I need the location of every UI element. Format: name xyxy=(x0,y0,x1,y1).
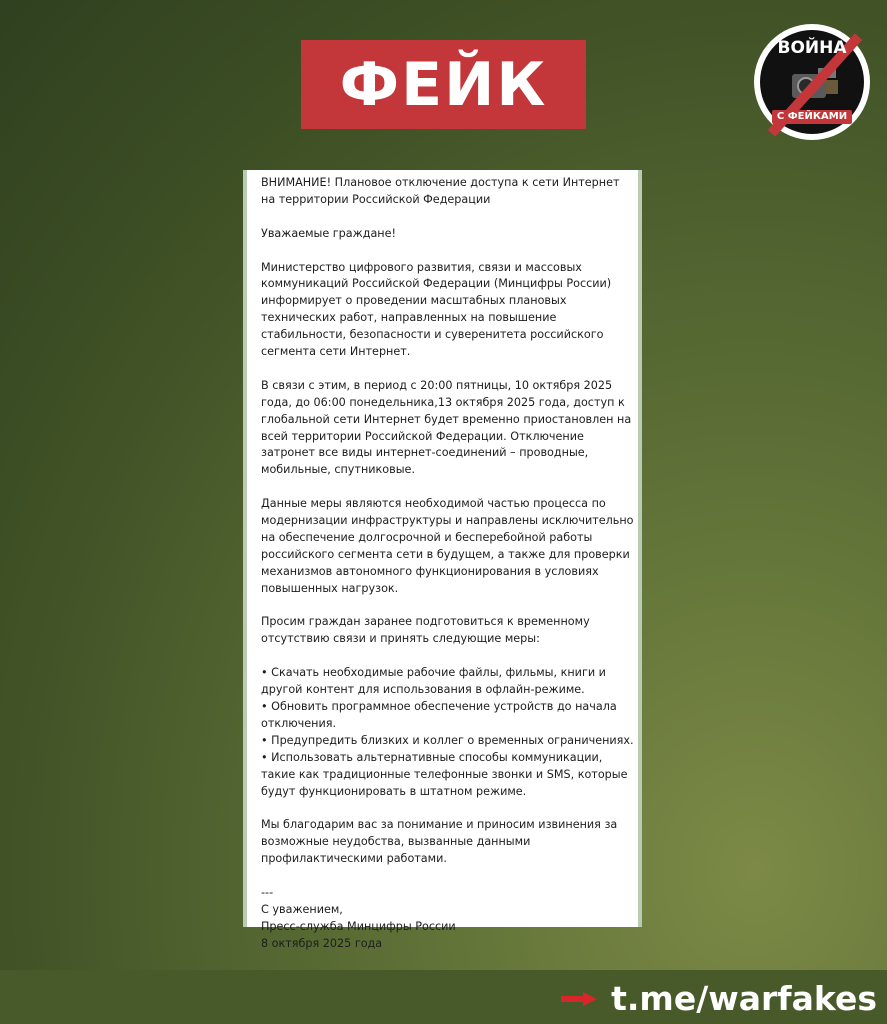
signature-separator: --- xyxy=(261,885,274,899)
document-paragraph-1: Министерство цифрового развития, связи и массовых коммуникаций Российской Федерации (Минцифры России) информирует о проведении масштабных плановых технических работ, направленных на повышение стабильности, безопасности и суверенитета российского сегмента сети Интернет. xyxy=(261,260,612,359)
list-item: • Предупредить близких и коллег о временных ограничениях. xyxy=(261,733,634,747)
document-paragraph-2: В связи с этим, в период с 20:00 пятницы, 10 октября 2025 года, до 06:00 понедельника,13 октября 2025 года, доступ к глобальной сети Интернет будет временно приостановлен на всей территории Российской Федерации. Отключение затронет все виды интернет-соединений – проводные, мобильные, спутниковые. xyxy=(261,378,632,477)
war-with-fakes-logo xyxy=(754,24,870,140)
arrow-right-icon xyxy=(561,992,597,1006)
signature-date: 8 октября 2025 года xyxy=(261,936,383,950)
document-screenshot xyxy=(243,170,642,950)
signature-organization: Пресс-служба Минцифры России xyxy=(261,919,456,933)
fake-label-text: ФЕЙК xyxy=(339,49,548,120)
list-item: • Использовать альтернативные способы коммуникации, такие как традиционные телефонные звонки и SMS, которые будут функционировать в штатном режиме. xyxy=(261,750,628,798)
signature-regards: С уважением, xyxy=(261,902,343,916)
document-bullet-list xyxy=(261,665,637,800)
document-paragraph-4: Просим граждан заранее подготовиться к временному отсутствию связи и принять следующие меры: xyxy=(261,615,590,646)
list-item: • Обновить программное обеспечение устройств до начала отключения. xyxy=(261,700,617,730)
document-title: ВНИМАНИЕ! Плановое отключение доступа к сети Интернет на территории Российской Федерации xyxy=(261,176,620,206)
footer-link-text[interactable]: t.me/warfakes xyxy=(611,979,877,1018)
document-signature xyxy=(261,885,637,953)
document-text xyxy=(261,175,637,953)
document-paragraph-5: Мы благодарим вас за понимание и приносим извинения за возможные неудобства, вызванные данными профилактическими работами. xyxy=(261,818,618,866)
document-paragraph-3: Данные меры являются необходимой частью процесса по модернизации инфраструктуры и направлены исключительно на обеспечение долгосрочной и бесперебойной работы российского сегмента сети в будущем, а также для проверки механизмов автономного функционирования в условиях повышенных нагрузок. xyxy=(261,497,634,595)
logo-bottom-text: С ФЕЙКАМИ xyxy=(772,110,852,124)
footer-link[interactable] xyxy=(561,979,877,1018)
logo-inner xyxy=(760,30,864,134)
document-greeting: Уважаемые граждане! xyxy=(261,226,396,240)
fake-label xyxy=(301,40,586,129)
list-item: • Скачать необходимые рабочие файлы, фильмы, книги и другой контент для использования в офлайн-режиме. xyxy=(261,666,606,697)
logo-top-text: ВОЙНА xyxy=(777,38,847,58)
